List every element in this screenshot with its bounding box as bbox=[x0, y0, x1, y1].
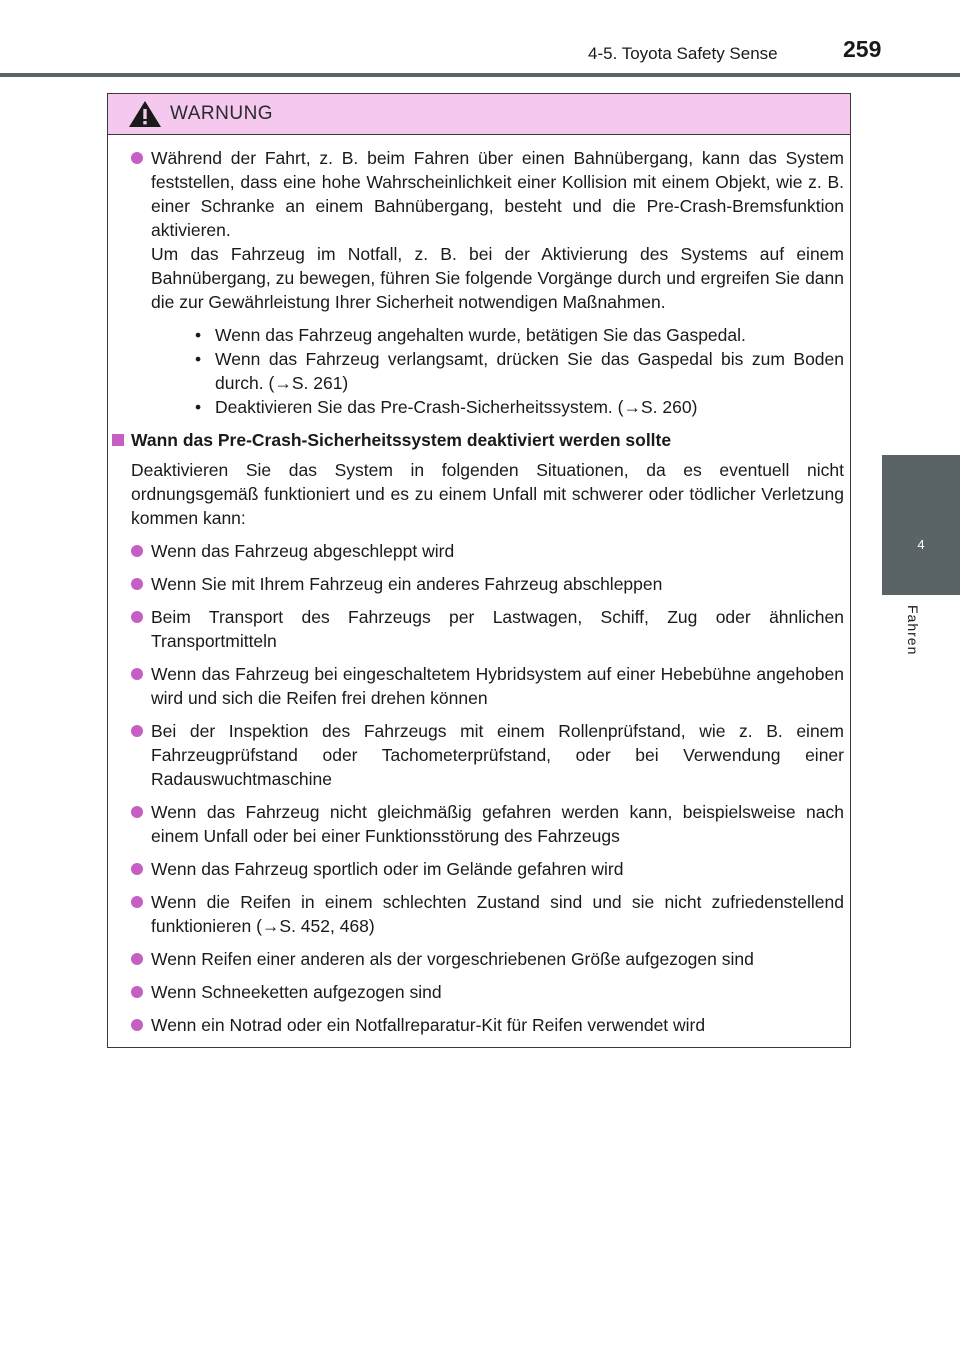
item-text: Während der Fahrt, z. B. beim Fahren über einen Bahnübergang, kann das System feststellen, dass eine hohe Wahrscheinlichkeit einer Kollision mit einem Objekt, wie z. B. einer Schranke an einem Bahnübergang, besteht und die Pre-Crash-Bremsfunktion aktivieren. bbox=[151, 148, 844, 240]
list-item: Wenn Sie mit Ihrem Fahrzeug ein anderes Fahrzeug abschleppen bbox=[107, 572, 844, 596]
list-item: Wenn Schneeketten aufgezogen sind bbox=[107, 980, 844, 1004]
bullet-dot-icon bbox=[131, 953, 143, 965]
bullet-dot-icon bbox=[131, 152, 143, 164]
list-item bbox=[107, 146, 844, 419]
page-number: 259 bbox=[843, 36, 882, 62]
sub-list-item: • Wenn das Fahrzeug verlangsamt, drücken Sie das Gaspedal bis zum Boden durch. (→S. 261) bbox=[195, 349, 844, 393]
bullet-dot-icon bbox=[131, 578, 143, 590]
bullet-dot-icon bbox=[131, 725, 143, 737]
list-item: Wenn die Reifen in einem schlechten Zustand sind und sie nicht zufriedenstellend funktionieren (→S. 452, 468) bbox=[107, 890, 844, 938]
list-item: Wenn das Fahrzeug nicht gleichmäßig gefahren werden kann, beispielsweise nach einem Unfall oder bei einer Funktionsstörung des Fahrzeugs bbox=[107, 800, 844, 848]
warning-triangle-icon bbox=[128, 100, 162, 133]
list-item: Wenn das Fahrzeug sportlich oder im Gelände gefahren wird bbox=[107, 857, 844, 881]
bullet-dot-icon bbox=[131, 896, 143, 908]
list-item: Bei der Inspektion des Fahrzeugs mit einem Rollenprüfstand, wie z. B. einem Fahrzeugprüfstand oder Tachometerprüfstand, oder bei Verwendung einer Radauswuchtmaschine bbox=[107, 719, 844, 791]
header-section-title: 4-5. Toyota Safety Sense bbox=[588, 44, 778, 63]
bullet-dot-icon bbox=[131, 986, 143, 998]
bullet-point-icon: • bbox=[195, 349, 202, 369]
bullet-dot-icon bbox=[131, 806, 143, 818]
sub-list bbox=[151, 323, 844, 419]
warning-content bbox=[107, 146, 844, 1046]
sub-list-item: • Deaktivieren Sie das Pre-Crash-Sicherheitssystem. (→S. 260) bbox=[195, 397, 698, 417]
bullet-dot-icon bbox=[131, 545, 143, 557]
warning-header bbox=[108, 94, 850, 135]
bullet-point-icon: • bbox=[195, 397, 202, 417]
list-item: Wenn das Fahrzeug abgeschleppt wird bbox=[107, 539, 844, 563]
bullet-dot-icon bbox=[131, 668, 143, 680]
chapter-tab bbox=[882, 455, 960, 595]
square-bullet-icon bbox=[112, 434, 124, 446]
bullet-dot-icon bbox=[131, 1019, 143, 1031]
list-item: Wenn Reifen einer anderen als der vorgeschriebenen Größe aufgezogen sind bbox=[107, 947, 844, 971]
list-item: Wenn das Fahrzeug bei eingeschaltetem Hybridsystem auf einer Hebebühne angehoben wird und sich die Reifen frei drehen können bbox=[107, 662, 844, 710]
bullet-dot-icon bbox=[131, 863, 143, 875]
list-item: Wenn ein Notrad oder ein Notfallreparatur-Kit für Reifen verwendet wird bbox=[107, 1013, 844, 1037]
warning-title: WARNUNG bbox=[170, 103, 274, 124]
bullet-point-icon: • bbox=[195, 325, 202, 345]
sub-list-item: • Wenn das Fahrzeug angehalten wurde, betätigen Sie das Gaspedal. bbox=[195, 325, 746, 345]
section-heading: Wann das Pre-Crash-Sicherheitssystem deaktiviert werden sollte bbox=[107, 428, 844, 452]
header-rule bbox=[0, 73, 960, 77]
bullet-dot-icon bbox=[131, 611, 143, 623]
section-paragraph: Deaktivieren Sie das System in folgenden Situationen, da es eventuell nicht ordnungsgemäß funktioniert und es zu einem Unfall mit schwerer oder tödlicher Verletzung kommen kann: bbox=[131, 460, 844, 528]
item-text: Um das Fahrzeug im Notfall, z. B. bei der Aktivierung des Systems auf einem Bahnübergang, zu bewegen, führen Sie folgende Vorgänge durch und ergreifen Sie dann die zur Gewährleistung Ihrer Sicherheit notwendigen Maßnahmen. bbox=[151, 244, 844, 312]
chapter-label: Fahren bbox=[905, 605, 921, 656]
list-item: Beim Transport des Fahrzeugs per Lastwagen, Schiff, Zug oder ähnlichen Transportmitteln bbox=[107, 605, 844, 653]
chapter-number: 4 bbox=[917, 537, 925, 552]
